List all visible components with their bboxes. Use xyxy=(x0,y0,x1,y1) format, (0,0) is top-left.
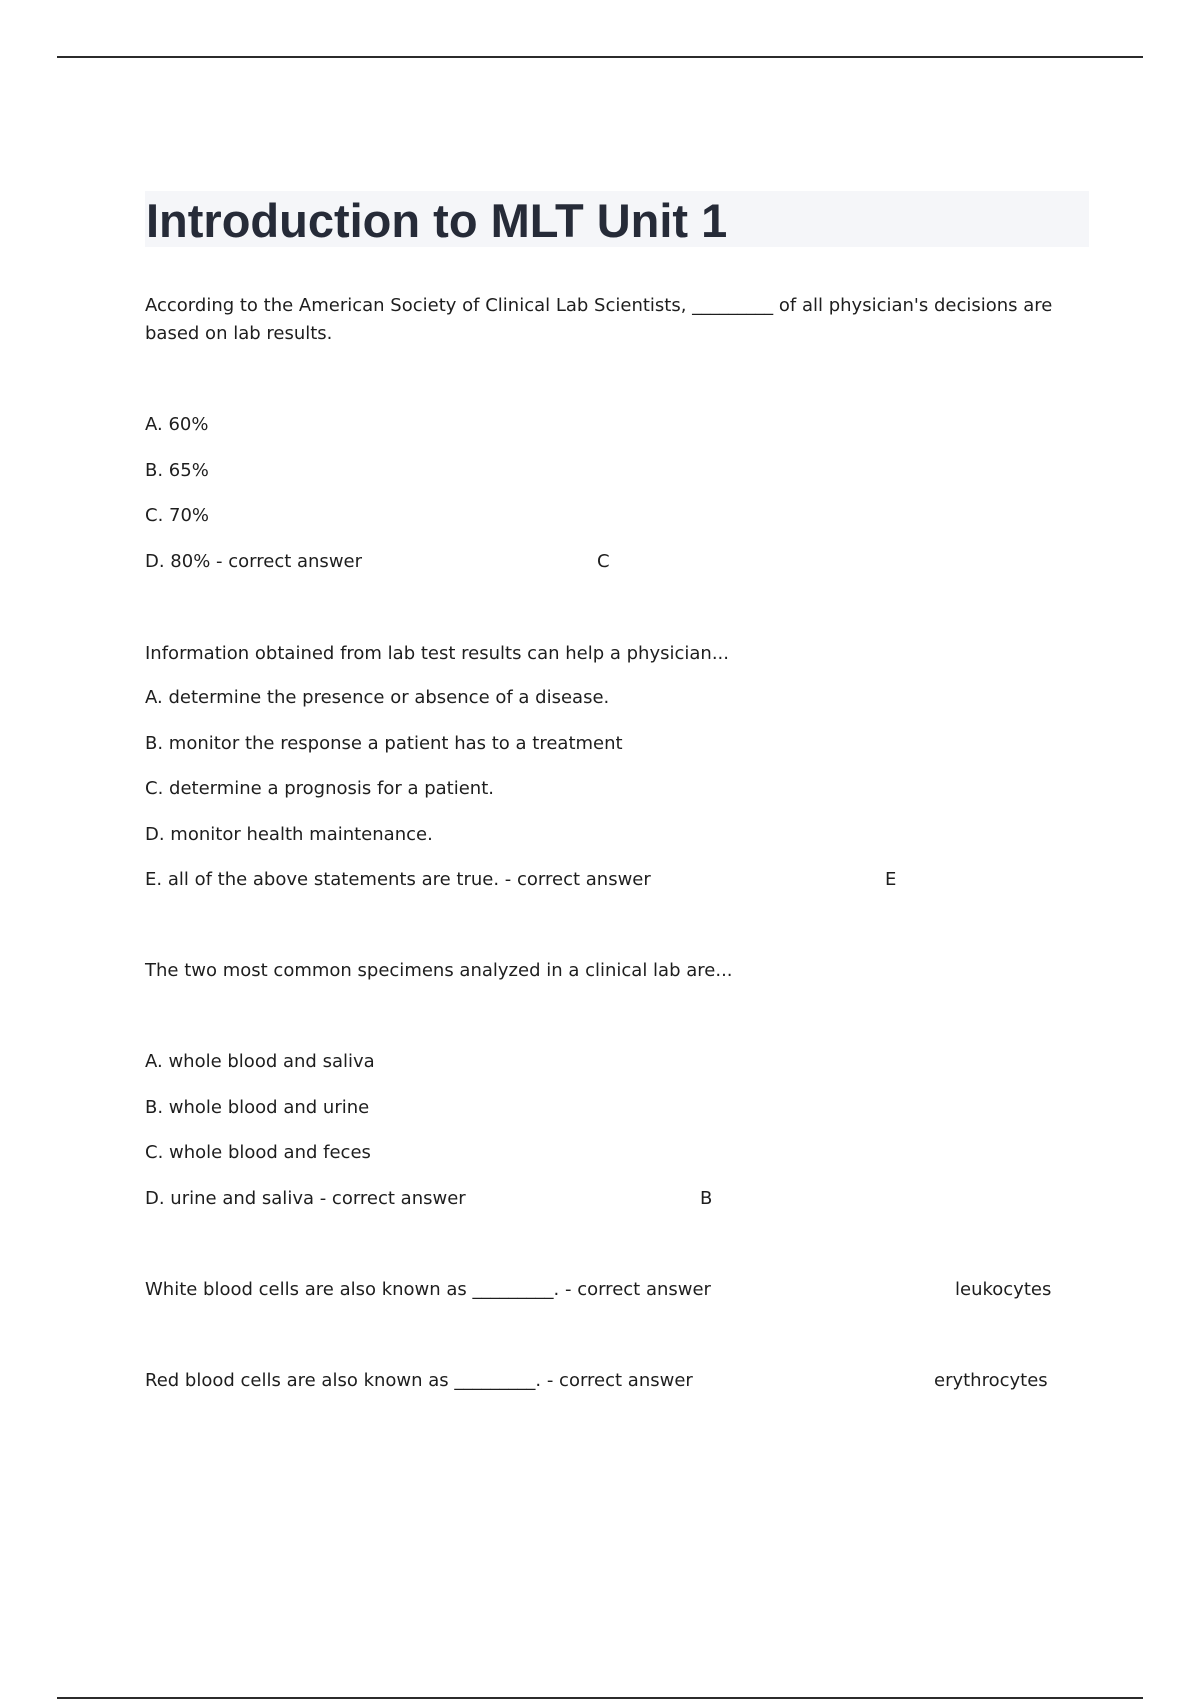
question-2-option-c: C. determine a prognosis for a patient. xyxy=(145,778,494,799)
question-1-prompt-line-2: based on lab results. xyxy=(145,323,333,344)
question-3-option-a: A. whole blood and saliva xyxy=(145,1051,375,1072)
question-3-answer: B xyxy=(700,1188,713,1209)
question-3-prompt-line-1: The two most common specimens analyzed in a clinical lab are... xyxy=(145,960,733,981)
question-1-option-b: B. 65% xyxy=(145,460,209,481)
question-3-option-d: D. urine and saliva - correct answer xyxy=(145,1188,466,1209)
question-1-option-a: A. 60% xyxy=(145,414,209,435)
page-title: Introduction to MLT Unit 1 xyxy=(146,194,728,247)
question-3-option-c: C. whole blood and feces xyxy=(145,1142,371,1163)
question-5-prompt-line-1: Red blood cells are also known as _________. - correct answer xyxy=(145,1370,693,1391)
question-2-option-e: E. all of the above statements are true. - correct answer xyxy=(145,869,651,890)
question-1-option-d: D. 80% - correct answer xyxy=(145,551,363,572)
question-5-answer: erythrocytes xyxy=(934,1370,1048,1391)
question-2-prompt-line-1: Information obtained from lab test results can help a physician... xyxy=(145,643,729,664)
top-rule xyxy=(57,56,1143,58)
question-1-answer: C xyxy=(597,551,610,572)
question-2-answer: E xyxy=(885,869,897,890)
question-1-option-c: C. 70% xyxy=(145,505,210,526)
question-2-option-b: B. monitor the response a patient has to a treatment xyxy=(145,733,623,754)
question-4-answer: leukocytes xyxy=(955,1279,1052,1300)
question-3-option-b: B. whole blood and urine xyxy=(145,1097,370,1118)
question-2-option-d: D. monitor health maintenance. xyxy=(145,824,433,845)
question-4-prompt-line-1: White blood cells are also known as _________. - correct answer xyxy=(145,1279,711,1300)
bottom-rule xyxy=(57,1697,1143,1699)
question-1-prompt-line-1: According to the American Society of Clinical Lab Scientists, _________ of all physician's decisions are xyxy=(145,295,1053,316)
question-2-option-a: A. determine the presence or absence of a disease. xyxy=(145,687,610,708)
